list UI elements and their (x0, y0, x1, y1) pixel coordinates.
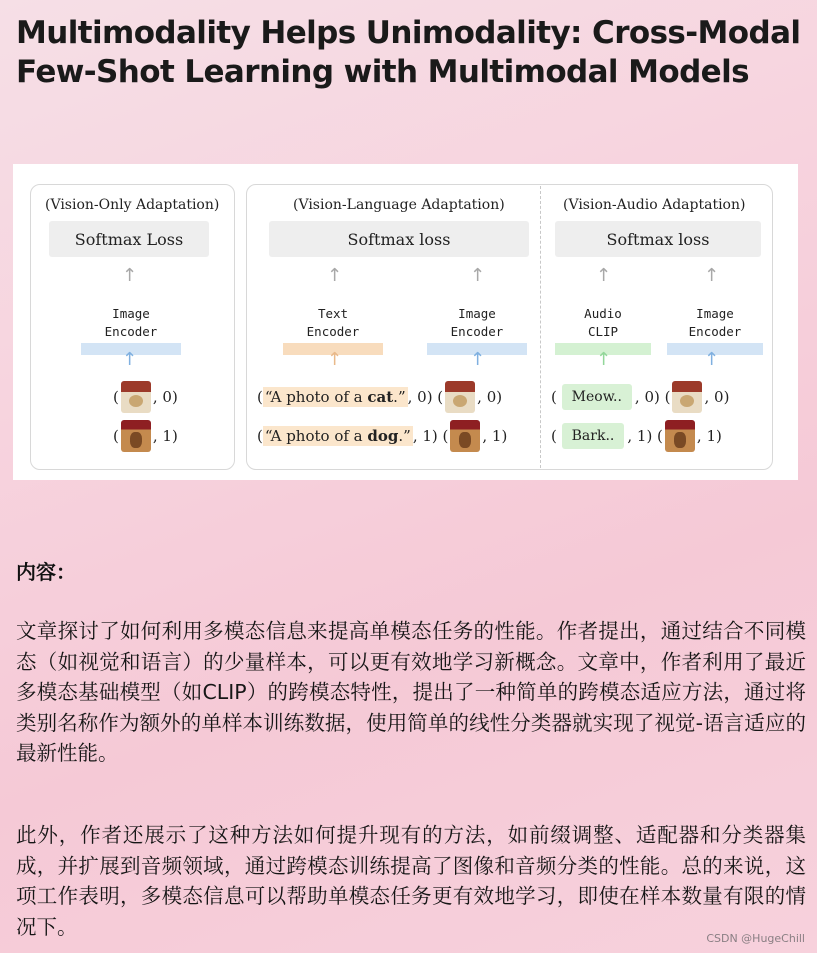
sample-row-dog: ( , 1) (113, 420, 178, 452)
arrow-up-icon: ↑ (470, 349, 486, 370)
dog-image-icon (450, 420, 480, 452)
cat-image-icon (672, 381, 702, 413)
dog-image-icon (121, 420, 151, 452)
panel-divider (540, 186, 541, 468)
softmax-loss-box: Softmax Loss (49, 221, 209, 257)
article-title: Multimodality Helps Unimodality: Cross-Modal Few-Shot Learning with Multimodal Models (16, 15, 801, 90)
panel-title: (Vision-Only Adaptation) (45, 197, 220, 213)
arrow-up-icon: ↑ (327, 265, 343, 286)
dog-image-icon (665, 420, 695, 452)
sample-row-bark: ( Bark.. , 1) ( , 1) (551, 420, 722, 452)
sample-row-cat: ( “A photo of a cat.” , 0) ( , 0) (257, 381, 502, 413)
source-credit: CSDN @HugeChill (706, 932, 805, 945)
arrow-up-icon: ↑ (122, 349, 138, 370)
arrow-up-icon: ↑ (470, 265, 486, 286)
arrow-up-icon: ↑ (704, 349, 720, 370)
softmax-loss-box: Softmax loss (555, 221, 761, 257)
text-encoder-block: Text Encoder (283, 305, 383, 355)
content-heading: 内容： (16, 560, 76, 584)
panel-title: (Vision-Language Adaptation) (293, 197, 505, 213)
method-figure (13, 164, 798, 480)
cat-image-icon (121, 381, 151, 413)
panel-title: (Vision-Audio Adaptation) (563, 197, 746, 213)
arrow-up-icon: ↑ (327, 349, 343, 370)
panel-vision-only (30, 184, 235, 470)
arrow-up-icon: ↑ (596, 349, 612, 370)
sample-row-dog: ( “A photo of a dog.” , 1) ( , 1) (257, 420, 507, 452)
audio-bubble: Meow.. (562, 384, 632, 410)
sample-row-meow: ( Meow.. , 0) ( , 0) (551, 381, 729, 413)
content-paragraph-2: 此外，作者还展示了这种方法如何提升现有的方法，如前缀调整、适配器和分类器集成，并扩展到音频领域，通过跨模态训练提高了图像和音频分类的性能。总的来说，这项工作表明，多模态信息可以帮助单模态任务更有效地学习，即使在样本数量有限的情况下。 (16, 823, 806, 939)
cat-image-icon (445, 381, 475, 413)
image-encoder-block: Image Encoder (427, 305, 527, 355)
softmax-loss-box: Softmax loss (269, 221, 529, 257)
image-encoder-block: Image Encoder (81, 305, 181, 355)
audio-bubble: Bark.. (562, 423, 625, 449)
audio-clip-block: Audio CLIP (555, 305, 651, 355)
sample-row-cat: ( , 0) (113, 381, 178, 413)
arrow-up-icon: ↑ (122, 265, 138, 286)
arrow-up-icon: ↑ (596, 265, 612, 286)
image-encoder-block: Image Encoder (667, 305, 763, 355)
panel-cross-modal (246, 184, 773, 470)
arrow-up-icon: ↑ (704, 265, 720, 286)
content-paragraph-1: 文章探讨了如何利用多模态信息来提高单模态任务的性能。作者提出，通过结合不同模态（如视觉和语言）的少量样本，可以更有效地学习新概念。文章中，作者利用了最近多模态基础模型（如CLIP）的跨模态特性，提出了一种简单的跨模态适应方法，通过将类别名称作为额外的单样本训练数据，使用简单的线性分类器就实现了视觉-语言适应的最新性能。 (16, 619, 806, 765)
